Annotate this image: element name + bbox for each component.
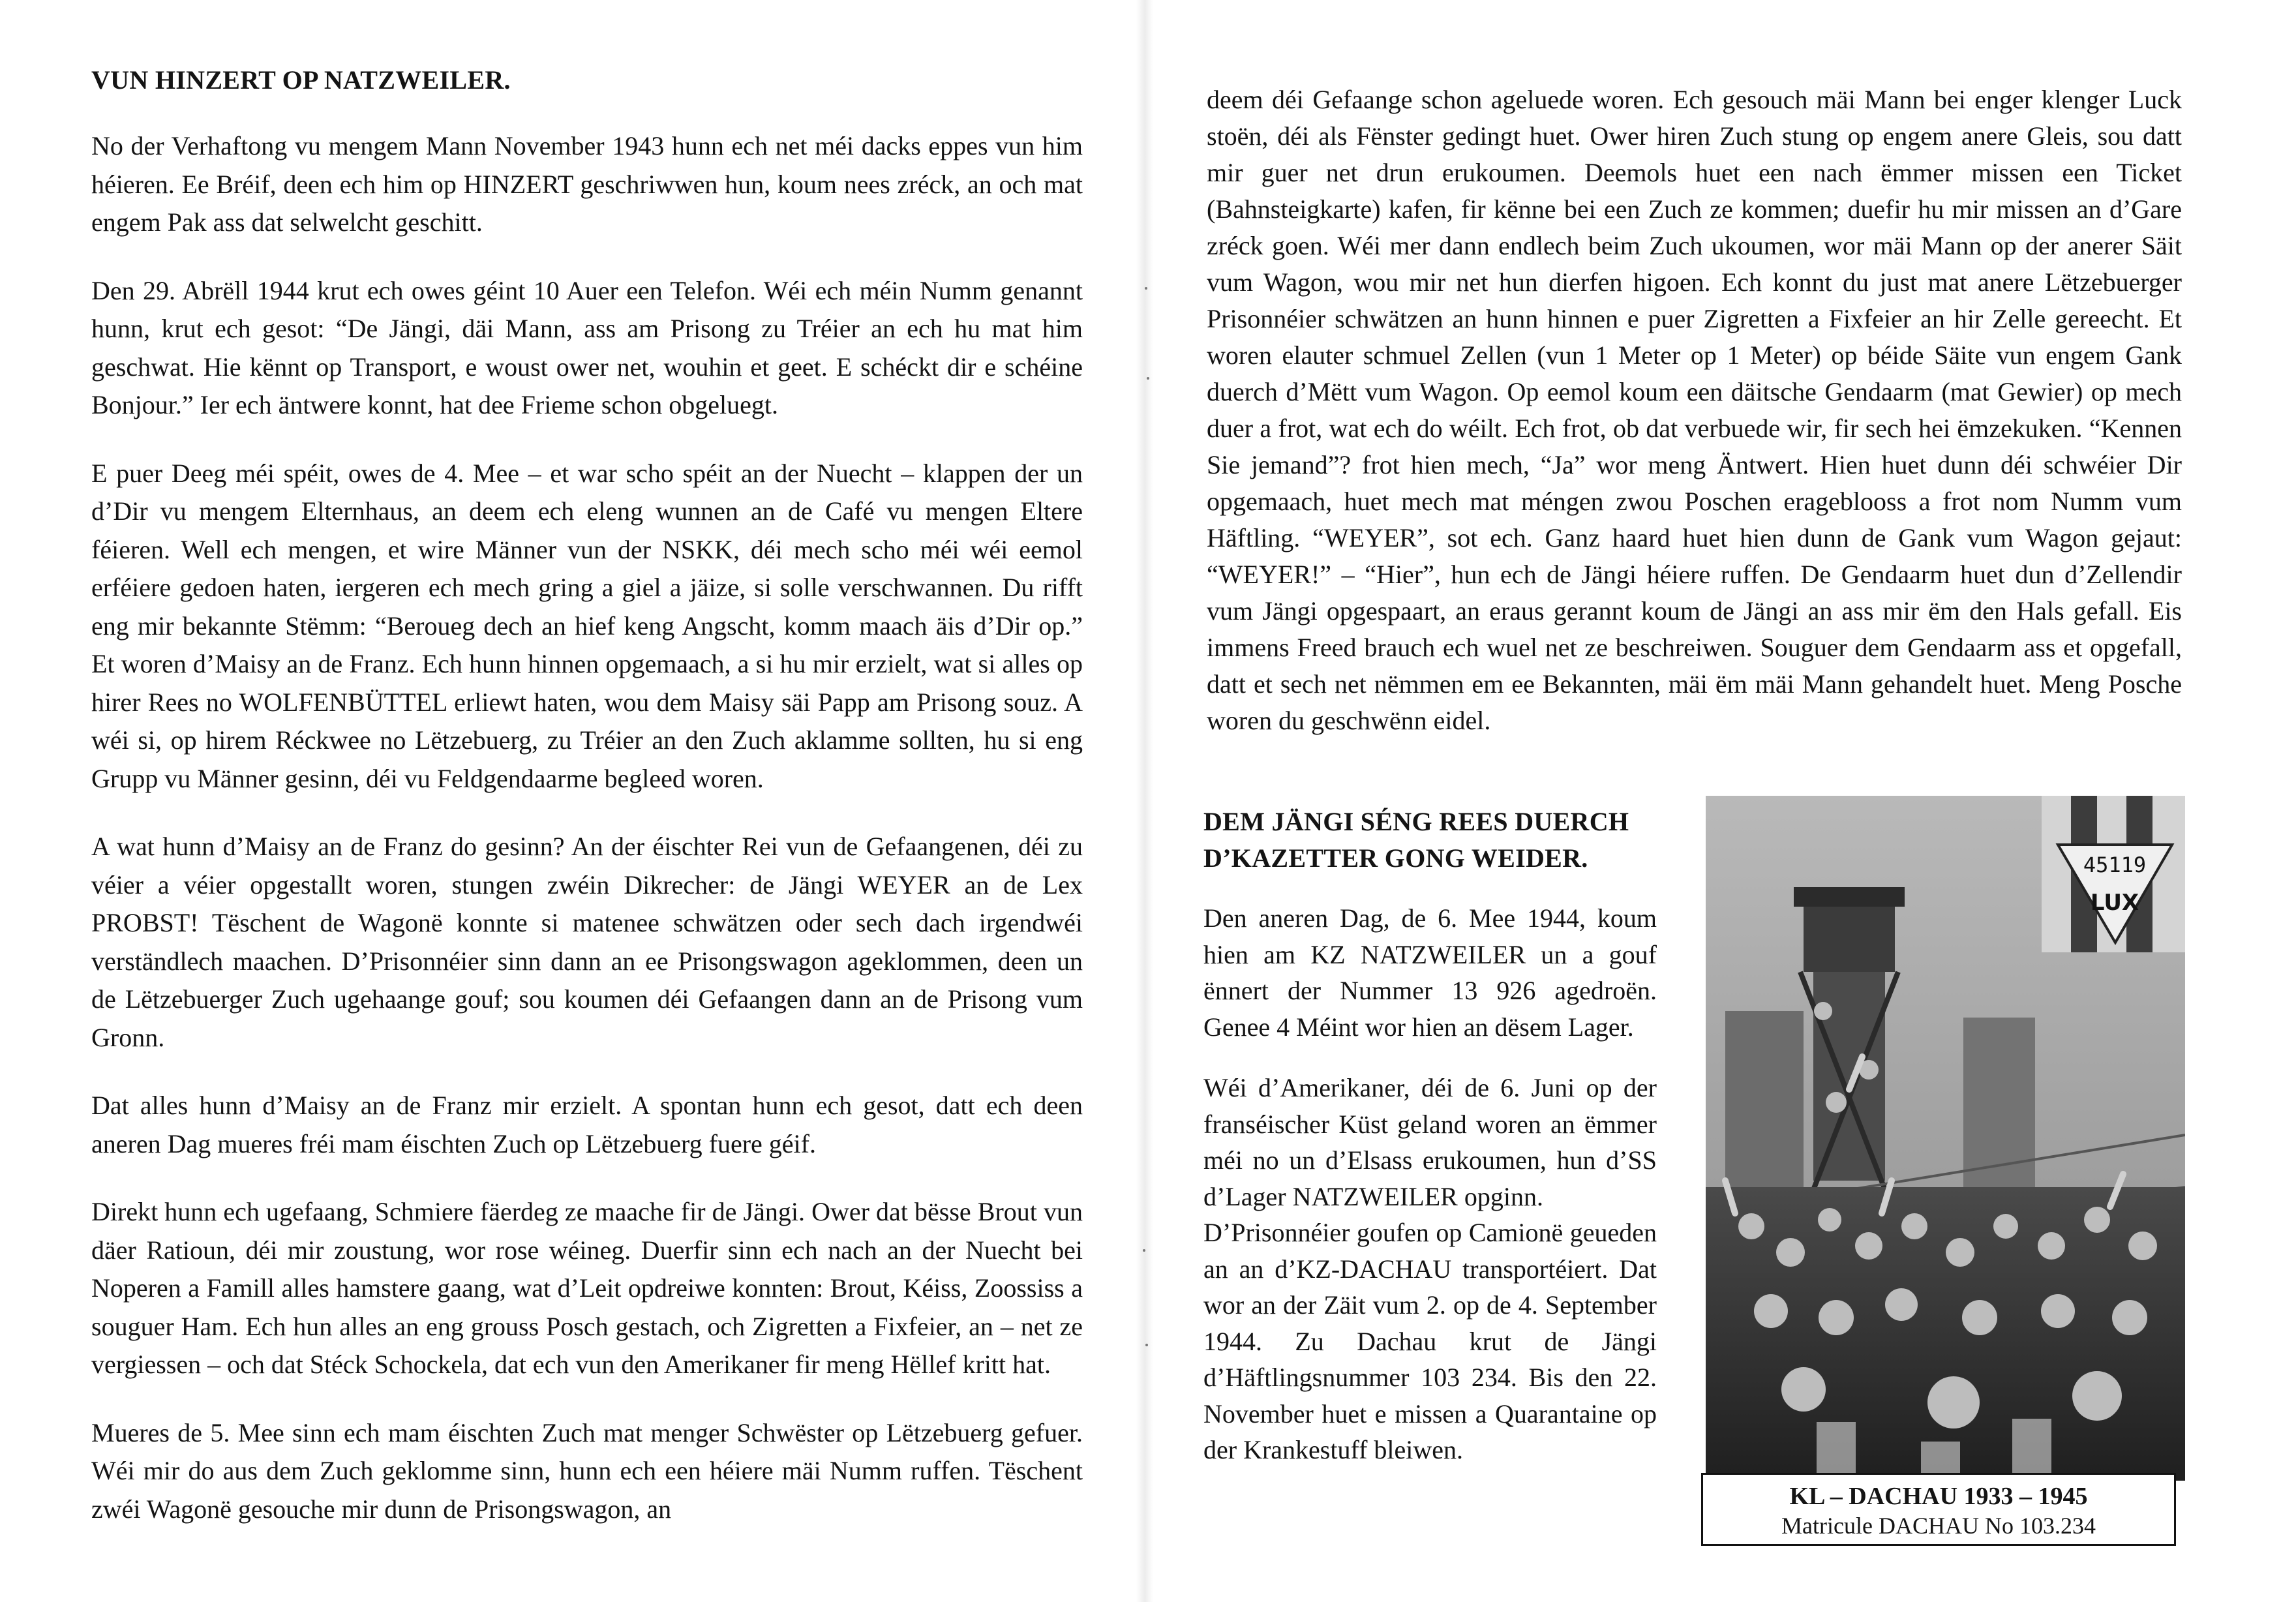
- left-column: [91, 127, 1083, 1558]
- scan-speck: [1145, 1344, 1148, 1346]
- left-page: [0, 0, 1145, 1602]
- paragraph: E puer Deeg méi spéit, owes de 4. Mee – et war scho spéit an der Nuecht – klappen der un d’Dir vu mengem Elternhaus, an deem ech eleng wunnen an de Café vu mengen Eltere féieren. Well ech mengen, et wire Männer vun der NSKK, déi mech scho méi wéi eemol erféiere gedoen haten, iergeren ech mech gring a giel a jäize, si solle verschwannen. Du rifft eng mir bekannte Stëmm: “Beroueg dech an hief keng Angscht, komm maach äis d’Dir op.” Et woren d’Maisy an de Franz. Ech hunn hinnen opgemaach, a si hu mir erzielt, wat si alles op hirer Rees no WOLFENBÜTTEL erliewt haten, wou dem Maisy säi Papp am Prisong souz. A wéi si, op hirem Réckwee no Lëtzebuerg, zu Tréier an den Zuch aklamme sollten, hu si eng Grupp vu Männer gesinn, déi vu Feldgendaarme begleed woren.: [91, 458, 1083, 793]
- paragraph: Den aneren Dag, de 6. Mee 1944, koum hien am KZ NATZWEILER un a gouf ënnert der Nummer 13 926 agedroën. Genee 4 Méint wor hien an dësem Lager.: [1203, 903, 1657, 1042]
- photo-illustration: [1706, 796, 2185, 1481]
- scan-speck: [1145, 287, 1147, 290]
- paragraph: Den 29. Abrëll 1944 krut ech owes géint 10 Auer een Telefon. Wéi ech méin Numm genannt hunn, krut ech gesot: “De Jängi, däi Mann, ass am Prisong zu Tréier an ech hu mat him geschwat. Hie kënnt op Transport, e woust ower net, wouhin et geet. E schéckt dir e schéine Bonjour.” Ier ech äntwere konnt, hat dee Frieme schon obgeluegt.: [91, 275, 1083, 419]
- paragraph: A wat hunn d’Maisy an de Franz do gesinn? An der éischter Rei vun de Gefaangenen, déi zu véier a véier opgestallt woren, stungen zwéin Dikrecher: de Jängi WEYER an de Lex PROBST! Tëschent de Wagonë konnte si matenee schwätzen oder sech dach irgendwéi verständlech maachen. D’Prisonnéier sinn dann an ee Prisongswagon ageklommen, deen un de Lëtzebuerger Zuch ugehaange gouf; sou koumen déi Gefaangen dann an de Prisong vum Gronn.: [91, 832, 1083, 1052]
- continuation-column: [1207, 82, 2182, 739]
- scan-speck: [1147, 377, 1149, 380]
- continuation-paragraph: deem déi Gefaange schon ageluede woren. Ech gesouch mäi Mann bei enger klenger Luck stoën, déi als Fënster gedingt huet. Ower hiren Zuch stung op engem anere Gleis, sou datt mir guer net drun erukoumen. Deemols huet een nach ëmmer missen een Ticket (Bahnsteigkarte) kafen, fir kënne bei een Zuch ze kommen; duefir hu mir missen an d’Gare zréck goen. Wéi mer dann endlech beim Zuch ukoumen, wor mäi Mann op der anerer Säit vum Wagon, wou mir net hun dierfen higoen. Ech konnt du just mat anere Lëtzebuerger Prisonnéier schwätzen an hunn hinnen e puer Zigretten a Fixfeier an hir Zelle gereecht. Et woren elauter schmuel Zellen (vun 1 Meter op 1 Meter) op béide Säite vun engem Gank duerch d’Mëtt vum Wagon. Op eemol koum een däitsche Gendaarm (mat Gewier) op mech duer a frot, wat ech do wéilt. Ech frot, ob dat verbuede wir, fir sech hei ëmzekuken. “Kennen Sie jemand”? frot hien mech, “Ja” wor meng Äntwert. Hien huet dunn déi schwéier Dir opgemaach, huet mech mat méngen zwou Poschen erageblooss a frot nom Numm vum Häftling. “WEYER”, sot ech. Ganz haard huet hien dunn de Gank vum Wagon gejaut: “WEYER!” – “Hier”, hun ech de Jängi héiere ruffen. De Gendaarm huet dun d’Zellendir vum Jängi opgespaart, an eraus gerannt koum de Jängi an ass mir ëm den Hals gefall. Eis immens Freed brauch ech wuel net ze beschreiwen. Souguer dem Gendaarm ass et opgefall, datt et sech net nëmmen em ee Bekannten, mäi ëm mäi Mann gehandelt huet. Meng Posche woren du geschwënn eidel.: [1207, 85, 2182, 735]
- caption-title: KL – DACHAU 1933 – 1945: [1789, 1483, 2088, 1510]
- badge-number: 45119: [2083, 853, 2147, 877]
- paragraph: D’Prisonnéier goufen op Camionë geueden an an d’KZ-DACHAU transportéiert. Dat wor an der Zäit vum 2. op de 4. September 1944. Zu Dachau krut de Jängi d’Häftlingsnummer 103 234. Bis den 22. November huet e missen a Quarantaine op der Krankestuff bleiwen.: [1203, 1218, 1657, 1464]
- photo-caption: [1701, 1473, 2176, 1546]
- prisoner-badge: [2042, 796, 2185, 952]
- paragraph: Mueres de 5. Mee sinn ech mam éischten Zuch mat menger Schwëster op Lëtzebuerg gefuer. Wéi mir do aus dem Zuch geklomme sinn, hunn ech een héiere mäi Numm ruffen. Tëschent zwéi Wagonë gesouche mir dunn de Prisongswagon, an: [91, 1417, 1083, 1524]
- section-title-line1: DEM JÄNGI SÉNG REES DUERCH: [1203, 807, 1629, 836]
- badge-text: LUX: [2090, 890, 2139, 916]
- paragraph: No der Verhaftong vu mengem Mann November 1943 hunn ech net méi dacks eppes vun him héieren. Ee Bréif, deen ech him op HINZERT geschriwwen hun, koum nees zréck, an och mat engem Pak ass dat selwelcht geschitt.: [91, 131, 1083, 237]
- paragraph: Wéi d’Amerikaner, déi de 6. Juni op der franséischer Küst geland woren an ëmmer méi no un d’Elsass erukoumen, hun d’SS d’Lager NATZWEILER opginn.: [1203, 1073, 1657, 1211]
- page-title: VUN HINZERT OP NATZWEILER.: [91, 65, 511, 95]
- section-title-line2: D’KAZETTER GONG WEIDER.: [1203, 843, 1588, 873]
- scan-speck: [1143, 1249, 1145, 1252]
- section-column: [1203, 900, 1657, 1493]
- paragraph: Direkt hunn ech ugefaang, Schmiere fäerdeg ze maache fir de Jängi. Ower dat bësse Brout vun däer Ratioun, déi mir zoustung, wor rose wéineg. Duerfir sinn ech nach an der Nuecht bei Noperen a Famill alles hamstere gaang, wat d’Leit opdreiwe konnten: Brout, Kéiss, Zoossiss a souguer Ham. Ech hun alles an eng grouss Posch gestach, och Zigretten a Fixfeier, an – net ze vergiessen – och dat Stéck Schockela, dat ech vun den Amerikaner fir meng Hëllef kritt hat.: [91, 1197, 1083, 1379]
- paragraph: Dat alles hunn d’Maisy an de Franz mir erzielt. A spontan hunn ech gesot, datt ech deen aneren Dag mueres fréi mam éischten Zuch op Lëtzebuerg fuere géif.: [91, 1091, 1083, 1158]
- caption-subtitle: Matricule DACHAU No 103.234: [1781, 1513, 2096, 1539]
- right-page: [1145, 0, 2296, 1602]
- liberation-photo: [1706, 796, 2185, 1481]
